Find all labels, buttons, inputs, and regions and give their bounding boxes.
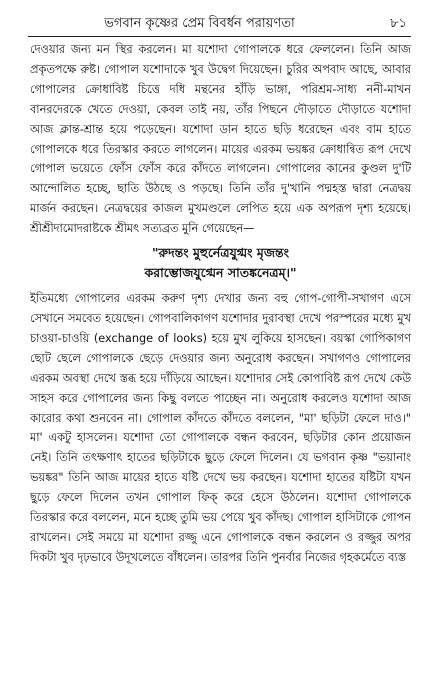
page-number: ৮১ (390, 16, 407, 31)
page-body (30, 40, 411, 568)
running-title: ভগবান কৃষ্ণের প্রেম বিবর্ধন পরায়ণতা (104, 16, 295, 31)
paragraph-2: ইতিমধ্যে গোপালের এরকম করুণ দৃশ্য দেখার জন্য বহু গোপ-গোপী-সখাগণ এসে সেখানে সমবেত হয়েছেন। গোপবালিকাগণ যশোদার দুরাবস্থা দেখে পরস্পরের মধ্যে মুখ চাওয়া-চাওয়ি (exchange of looks) হয়ে মুখ লুকিয়ে হাসছেন। বয়স্কা গোপিকাগণ ছোট ছেলে গোপালকে ছেড়ে দেওয়ার জন্য অনুরোধ করছেন। সখাগণও গোপালের এরকম অবস্থা দেখে স্তব্ধ হয়ে দাঁড়িয়ে আছেন। যশোদার সেই কোপাবিষ্ট রূপ দেখে কেউ সাহস করে গোপালের জন্য কিছু বলতে পাচ্ছেন না। অনুরোধ করলেও যশোদা আজ কারোর কথা শুনবেন না। গোপাল কাঁদতে কাঁদতে বললেন, "মা' ছড়িটা ফেলে দাও।" মা' একটু হাসলেন। যশোদা তো গোপালকে বন্ধন করবেন, ছড়িটার কোন প্রয়োজন নেই। তিনি তৎক্ষণাৎ হাতের ছড়িটাকে ছুড়ে ফেলে দিলেন। যে ভগবান কৃষ্ণ "ভয়ানাং ভয়ঙ্কর" তিনি আজ মায়ের হাতে যষ্টি দেখে ভয় করছেন। যশোদা হাতের যষ্টিটা যখন ছুড়ে ফেলে দিলেন তখন গোপাল ফিক্ করে হেসে উঠলেন। যশোদা গোপালকে তিরস্কার করে বললেন, মনে হচ্ছে তুমি ভয় পেয়ে খুব কাঁদছ। গোপাল হাসিটাকে গোপন রাখলেন। সেই সময়ে মা যশোদা রজ্জু এনে গোপালকে বন্ধন করলেন ও রজ্জুর অপর দিকটা খুব দৃঢ়ভাবে উদূখলেতে বাঁধলেন। তারপর তিনি পুনর্বার নিজের গৃহকর্মেতে ব্যস্ত (30, 292, 411, 564)
verse-line-2: করাম্ভোজযুগ্মেন সাতঙ্কনেত্রম্।" (144, 265, 297, 281)
verse-quote (30, 243, 411, 283)
running-header (28, 10, 411, 37)
verse-line-1: "রুদন্তং মুহুর্নেত্রযুগ্মং মৃজন্তং (151, 245, 290, 261)
paragraph-1: দেওয়ার জন্য মন স্থির করলেন। মা যশোদা গোপালকে ধরে ফেললেন। তিনি আজ প্রকৃতপক্ষে রুষ্ট। গোপাল যশোদাকে খুব উদ্বেগ দিয়েছেন। চুরির অপবাদ আছে, আবার গোপালের ক্রোধাবিষ্ট চিত্তে দধি মন্থনের হাঁড়ি ভাঙ্গা, পরিশ্রম-সাধ্য ননী-মাখন বানরদেরকে খেতে দেওয়া, কেবল তাই নয়, তাঁর পিছনে দৌড়াতে দৌড়াতে যশোদা আজ ক্লান্ত-শ্রান্ত হয়ে পড়েছেন। যশোদা ডান হাতে ছড়ি ধরেছেন এবং বাম হাতে গোপালকে ধরে তিরস্কার করতে লাগলেন। মায়ের এরকম ভয়ঙ্কর ক্রোধান্বিত রূপ দেখে গোপাল ভয়েতে ফোঁস ফোঁস করে কাঁদতে লাগলেন। গোপালের কানের কুণ্ডল দু'টি আন্দোলিত হচ্ছে, ছাতি উঠছে ও পড়ছে। তিনি তাঁর দু'খানি পদ্মহস্ত দ্বারা নেত্রদ্বয় মার্জন করছেন। নেত্রদ্বয়ের কাজল মুখমণ্ডলে লেপিত হয়ে এক অপরূপ দৃশ্য হয়েছে। শ্রীশ্রীদামোদরাষ্টকে শ্রীমৎ সত্যব্রত মুনি গেয়েছেন— (30, 43, 411, 236)
